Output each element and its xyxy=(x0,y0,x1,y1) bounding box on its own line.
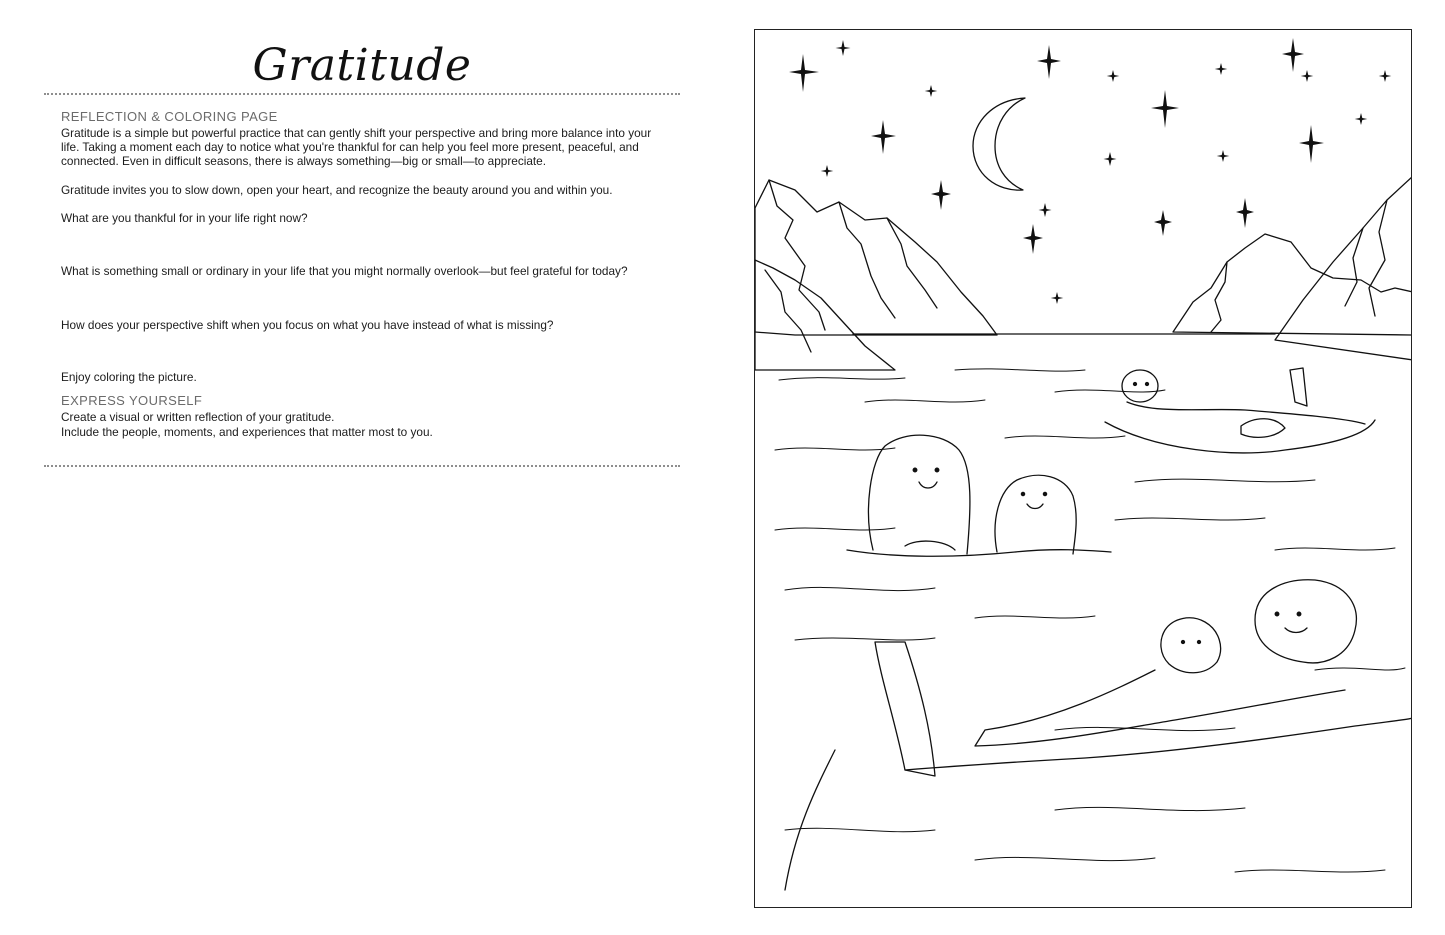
page-title: Gratitude xyxy=(252,40,472,91)
star-icon xyxy=(1236,198,1254,228)
star-icon xyxy=(1051,292,1064,304)
otter-mother-pup xyxy=(785,580,1412,890)
moon-icon xyxy=(973,98,1025,190)
star-icon xyxy=(931,180,951,210)
otters-illustration xyxy=(755,30,1412,908)
left-front-mountain xyxy=(755,260,895,370)
invite-paragraph: Gratitude invites you to slow down, open your heart, and recognize the beauty around you and within you. xyxy=(61,182,613,197)
express-heading: EXPRESS YOURSELF xyxy=(61,393,203,409)
express-line-2: Include the people, moments, and experiences that matter most to you. xyxy=(61,424,433,439)
reflection-content xyxy=(61,108,671,439)
reflection-heading: REFLECTION & COLORING PAGE xyxy=(61,109,278,124)
otter-pair-middle xyxy=(847,435,1111,556)
stars xyxy=(789,38,1391,304)
star-icon xyxy=(1215,63,1228,75)
star-icon xyxy=(1217,150,1230,162)
question-3: How does your perspective shift when you focus on what you have instead of what is missing? xyxy=(61,318,554,333)
otter-floating-right xyxy=(1105,368,1375,453)
star-icon xyxy=(1299,125,1324,163)
star-icon xyxy=(1355,113,1368,125)
question-1: What are you thankful for in your life right now? xyxy=(61,210,308,225)
star-icon xyxy=(836,40,851,56)
intro-paragraph: Gratitude is a simple but powerful practice that can gently shift your perspective and bring more balance into your life. Taking a moment each day to notice what you're thankful for can help you feel more present, peaceful, and connected. Even in difficult seasons, there is always something—big or small—to appreciate. xyxy=(61,126,652,169)
dotted-divider-bottom xyxy=(44,465,680,467)
star-icon xyxy=(789,54,819,92)
star-icon xyxy=(1154,210,1172,236)
star-icon xyxy=(1151,90,1179,128)
question-2: What is something small or ordinary in your life that you might normally overlook—but feel grateful for today? xyxy=(61,264,628,279)
star-icon xyxy=(1107,70,1120,82)
left-mountain xyxy=(755,180,997,335)
star-icon xyxy=(1037,45,1061,79)
star-icon xyxy=(925,85,938,97)
water-ripples xyxy=(775,369,1405,872)
enjoy-text: Enjoy coloring the picture. xyxy=(61,370,197,385)
reflection-page xyxy=(44,0,680,935)
star-icon xyxy=(1301,70,1314,82)
star-icon xyxy=(1379,70,1392,82)
star-icon xyxy=(821,165,834,177)
express-line-1: Create a visual or written reflection of your gratitude. xyxy=(61,410,335,425)
star-icon xyxy=(1023,224,1043,254)
right-front-mountain xyxy=(1275,176,1412,360)
right-mountain xyxy=(1173,234,1412,335)
star-icon xyxy=(871,120,896,154)
star-icon xyxy=(1104,152,1117,166)
star-icon xyxy=(1039,203,1052,217)
dotted-divider-top xyxy=(44,93,680,95)
coloring-picture xyxy=(754,29,1412,908)
star-icon xyxy=(1282,38,1304,72)
